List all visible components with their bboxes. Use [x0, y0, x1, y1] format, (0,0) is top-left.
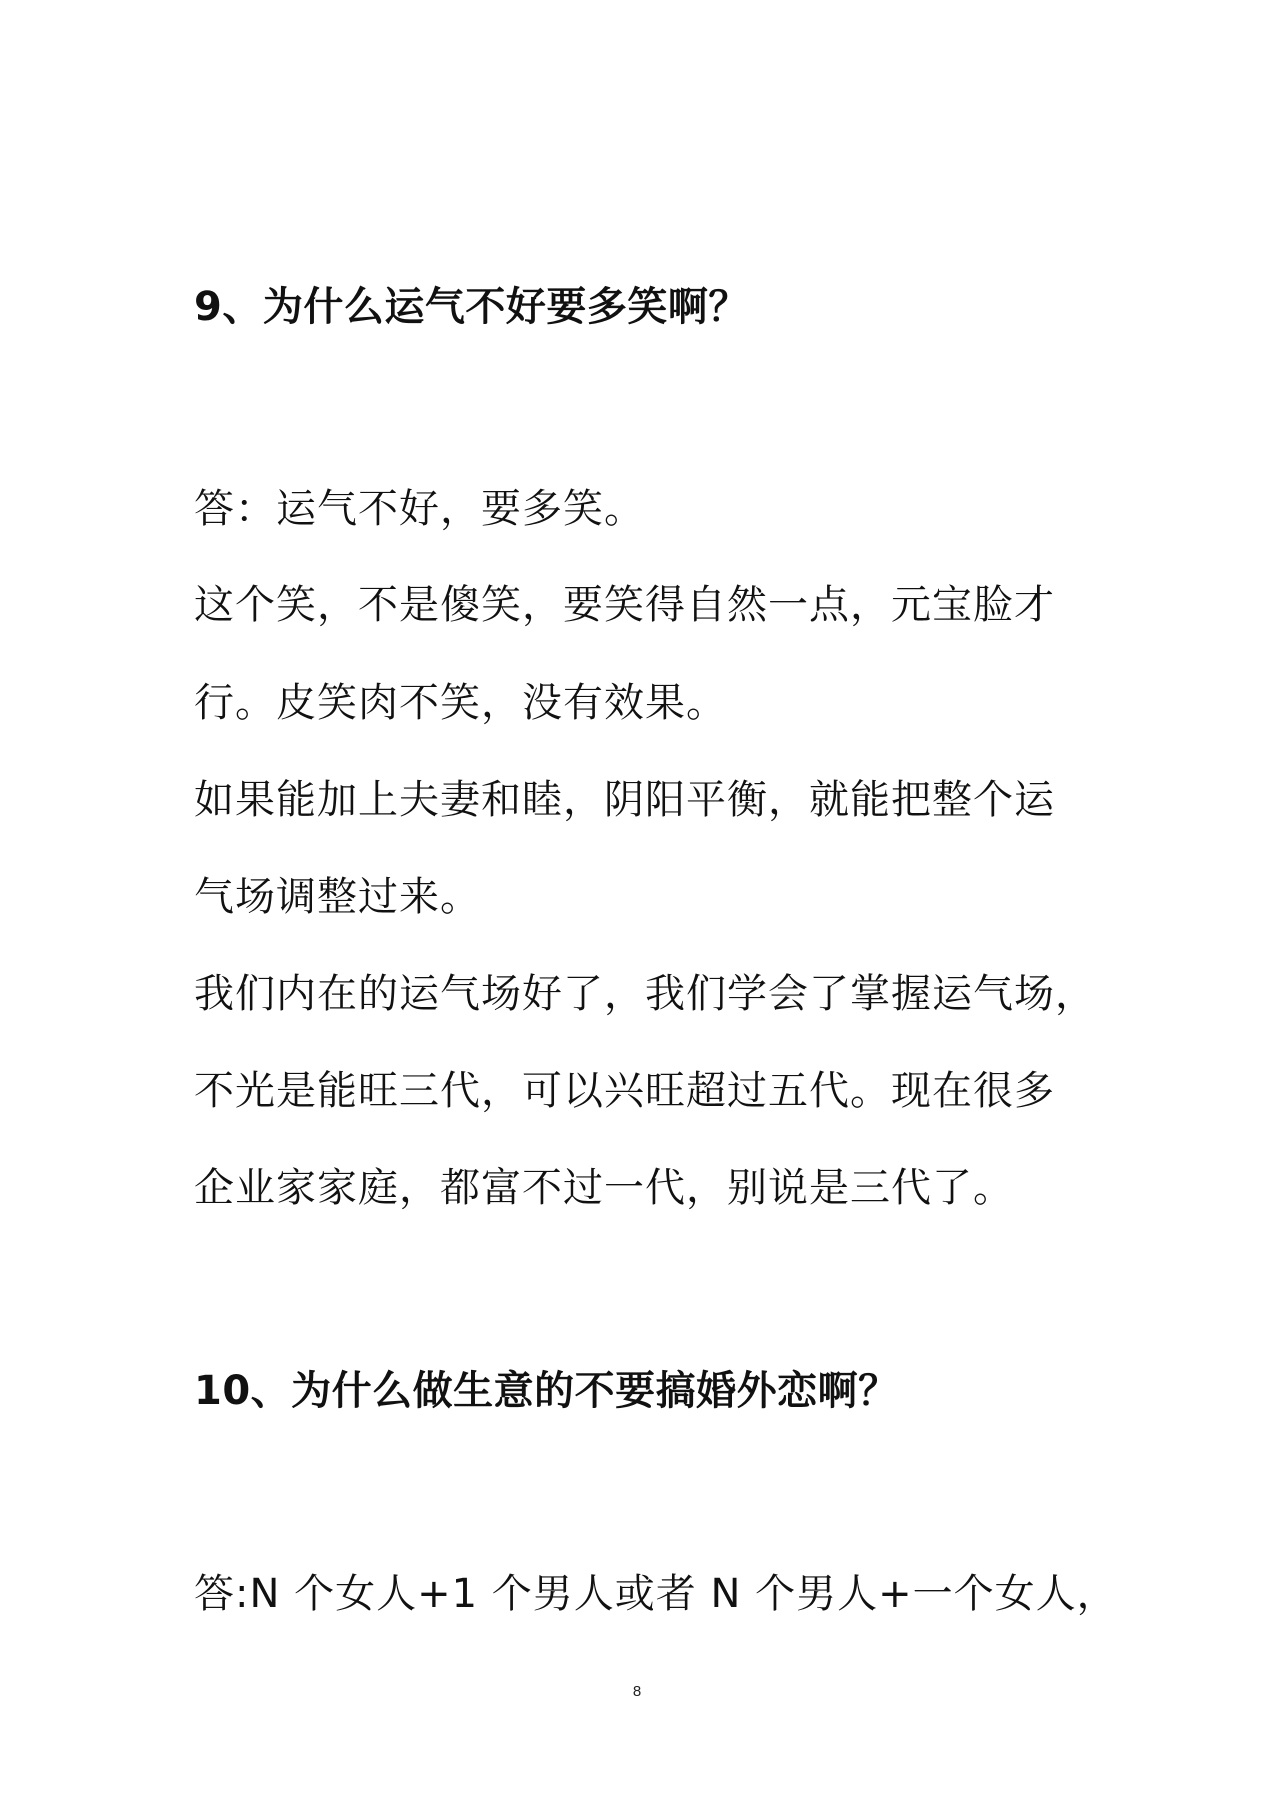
section-9-heading: 9、为什么运气不好要多笑啊？ — [194, 284, 749, 330]
section-9-line-8: 企业家家庭，都富不过一代，别说是三代了。 — [194, 1165, 1014, 1211]
section-9-line-7: 不光是能旺三代，可以兴旺超过五代。现在很多 — [194, 1068, 1055, 1114]
section-10-line-1: 答:N 个女人+1 个男人或者 N 个男人+一个女人， — [194, 1571, 1118, 1617]
section-9-line-3: 行。皮笑肉不笑，没有效果。 — [194, 680, 727, 726]
section-9-line-1: 答：运气不好，要多笑。 — [194, 486, 645, 532]
section-10-heading: 10、为什么做生意的不要搞婚外恋啊？ — [194, 1368, 899, 1414]
section-9-line-5: 气场调整过来。 — [194, 874, 481, 920]
section-9-line-4: 如果能加上夫妻和睦，阴阳平衡，就能把整个运 — [194, 777, 1055, 823]
page-number: 8 — [632, 1683, 642, 1700]
section-9-line-2: 这个笑，不是傻笑，要笑得自然一点，元宝脸才 — [194, 582, 1055, 628]
section-9-line-6: 我们内在的运气场好了，我们学会了掌握运气场， — [194, 971, 1096, 1017]
